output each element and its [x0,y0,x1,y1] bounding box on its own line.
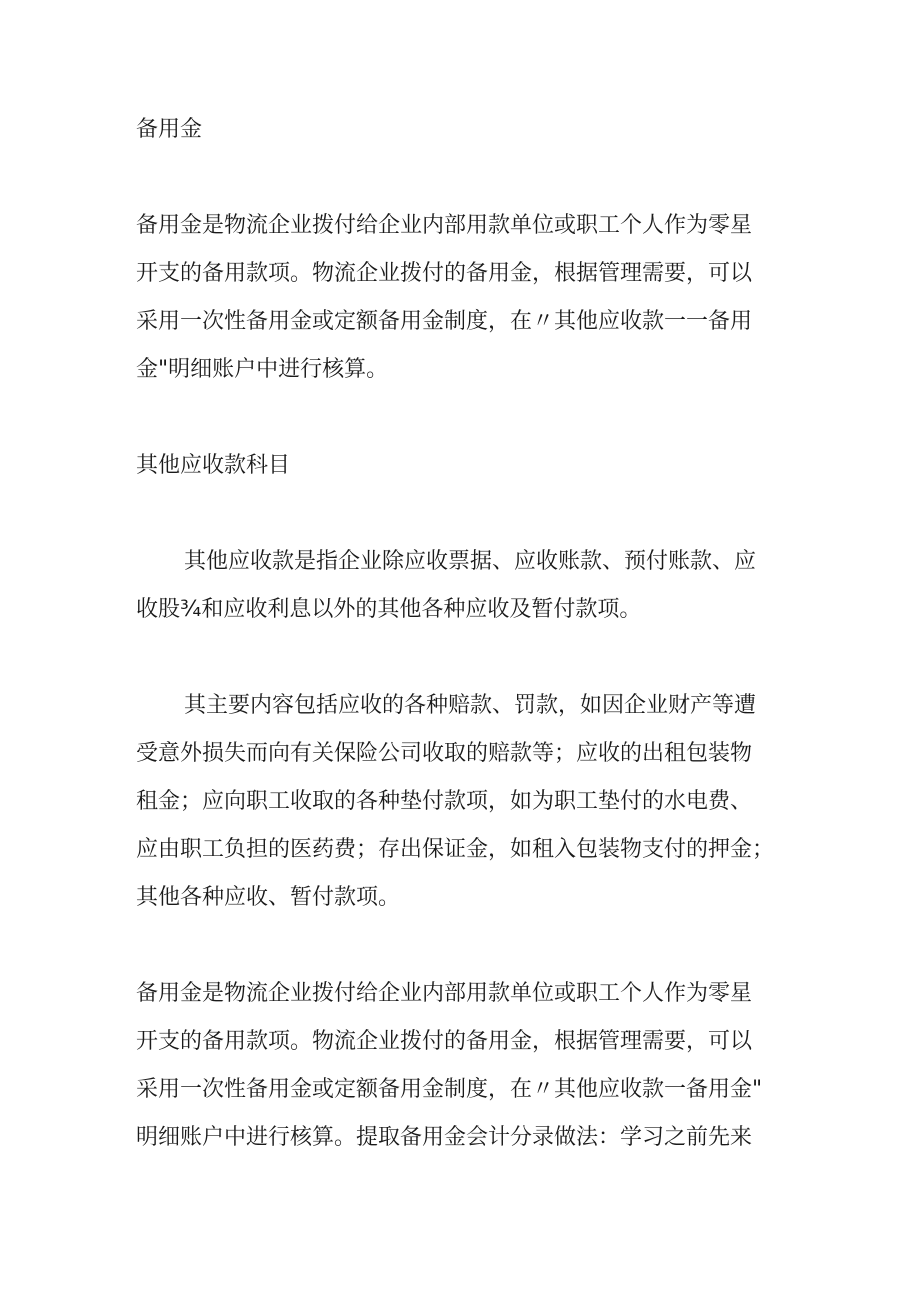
paragraph-line: 采用一次性备用金或定额备用金制度，在〃其他应收款一一备用 [136,309,753,334]
paragraph-line: 受意外损失而向有关保险公司收取的赔款等；应收的出租包装物 [136,741,753,766]
paragraph-line: 收股¾和应收利息以外的其他各种应收及暂付款项。 [136,597,642,622]
paragraph-line: 其他各种应收、暂付款项。 [136,885,401,910]
paragraph-line: 明细账户中进行核算。提取备用金会计分录做法：学习之前先来 [136,1125,753,1150]
paragraph-line: 备用金是物流企业拨付给企业内部用款单位或职工个人作为零星 [136,981,753,1006]
heading-petty-cash: 备用金 [136,117,203,142]
paragraph-line: 其主要内容包括应收的各种赔款、罚款，如因企业财产等遭 [184,693,757,718]
paragraph-line: 租金；应向职工收取的各种垫付款项，如为职工垫付的水电费、 [136,789,753,814]
paragraph-line: 金"明细账户中进行核算。 [136,357,389,382]
paragraph-line: 备用金是物流企业拨付给企业内部用款单位或职工个人作为零星 [136,213,753,238]
heading-other-receivables: 其他应收款科目 [136,453,291,478]
paragraph-line: 其他应收款是指企业除应收票据、应收账款、预付账款、应 [184,549,757,574]
paragraph-line: 应由职工负担的医药费；存出保证金，如租入包装物支付的押金； [136,837,775,862]
paragraph-line: 开支的备用款项。物流企业拨付的备用金，根据管理需要，可以 [136,261,753,286]
paragraph-line: 采用一次性备用金或定额备用金制度，在〃其他应收款一备用金" [136,1077,763,1102]
paragraph-line: 开支的备用款项。物流企业拨付的备用金，根据管理需要，可以 [136,1029,753,1054]
